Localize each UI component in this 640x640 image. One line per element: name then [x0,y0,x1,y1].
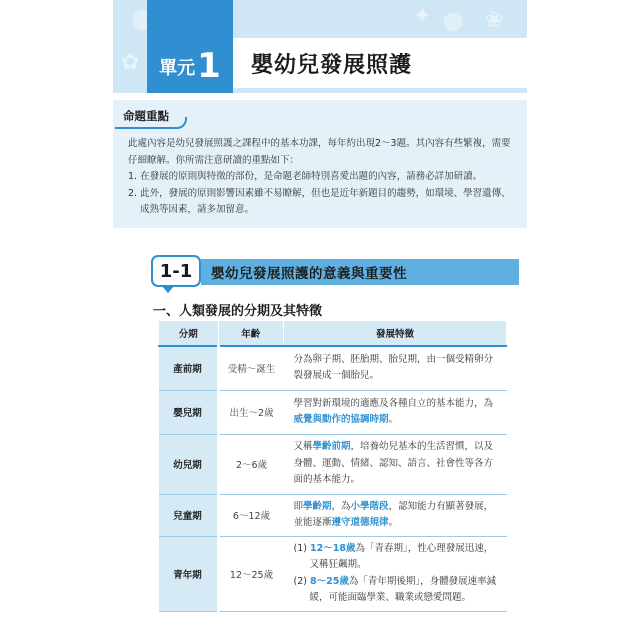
table-row [159,536,507,611]
column-header: 年齡 [218,321,284,347]
column-header: 發展特徵 [284,321,507,347]
key-points-intro: 此處內容是幼兒發展照護之課程中的基本功課，每年約出現2〜3題。其內容有些繁複，需要仔細瞭解。你所需注意研讀的重點如下： [128,138,511,166]
feature-text: 為「青年期後期」，身體發展速率減緩，可能面臨學業、職業或戀愛問題。 [309,575,497,603]
unit-number: 1 [197,46,221,86]
key-point-item: 1. 在發展的原則與特徵的部份，是命題老師特別喜愛出題的內容，請務必詳加研讀。 [128,171,483,182]
feature-text: ，為 [331,500,351,512]
age-cell: 受精〜誕生 [218,346,284,390]
unit-title-box [233,38,527,88]
highlight-text: 威覺與動作的協調時期 [293,414,389,425]
unit-title: 嬰幼兒發展照護 [251,52,413,78]
toy-decoration-icon: ✿ [121,50,140,75]
section-title-bar [201,259,519,285]
feature-text: 即 [293,500,304,512]
feature-cell [284,434,507,494]
age-cell: 出生〜2歲 [218,390,284,434]
book-page [113,0,527,640]
highlight-text: 學齡前期 [312,441,351,453]
header-band [113,0,527,93]
period-cell: 嬰兒期 [159,390,219,434]
feature-cell [284,390,507,434]
period-cell: 幼兒期 [159,434,219,494]
highlight-text: 12〜18歲 [309,542,356,554]
highlight-text: 小學階段 [350,500,389,512]
highlight-text: 8〜25歲 [309,575,349,587]
feature-list-item [294,541,501,574]
feature-text: 。 [388,414,399,425]
table-row [159,434,507,494]
column-header: 分期 [159,321,219,347]
key-points-box [113,100,527,228]
feature-text: 。 [388,517,399,528]
development-stages-table [158,320,507,612]
feature-text: (2) [293,575,310,587]
feature-cell [284,346,507,390]
section-number: 1-1 [151,255,201,287]
key-point-item: 2. 此外，發展的原則影響因素雖不易瞭解，但也是近年新題目的趨勢，如環境、學習遺傳、成熟等因素，請多加留意。 [128,187,511,215]
feature-text: 又稱 [293,441,313,453]
table-row [159,494,507,536]
section-heading [151,255,519,289]
toy-decoration-icon: ❀ [485,8,504,33]
feature-cell [284,494,507,536]
feature-text: (1) [293,542,310,554]
feature-text: ，認知能力有顯著發展，並能逐漸 [293,500,494,528]
highlight-text: 學齡期 [303,500,332,512]
section-title: 嬰幼兒發展照護的意義與重要性 [211,266,407,282]
feature-list-item [294,574,501,607]
feature-text: ，培養幼兒基本的生活習慣，以及身體、運動、情緒、認知、語言、社會性等各方面的基本能力。 [293,441,494,486]
key-points-label: 命題重點 [115,108,177,129]
feature-text: 分為卵子期、胚胎期、胎兒期，由一個受精卵分裂發展成一個胎兒。 [293,353,494,382]
table-row [159,390,507,434]
key-points-text [128,136,513,219]
highlight-text: 遵守道德規律 [331,517,389,528]
feature-text: 為「青春期」，性心理發展迅速，又稱狂飆期。 [309,542,494,570]
age-cell: 2〜6歲 [218,434,284,494]
age-cell: 12〜25歲 [218,536,284,611]
subsection-title: 一、人類發展的分期及其特徵 [153,304,323,319]
age-cell: 6〜12歲 [218,494,284,536]
period-cell: 產前期 [159,346,219,390]
unit-word: 單元 [159,58,196,79]
feature-text: 學習對新環境的適應及各種自立的基本能力，為 [293,397,494,409]
period-cell: 兒童期 [159,494,219,536]
star-decoration-icon: ✦ [413,4,432,29]
feature-cell [284,536,507,611]
table-row [159,346,507,390]
table-header-row [159,321,507,347]
period-cell: 青年期 [159,536,219,611]
unit-badge [147,0,233,93]
